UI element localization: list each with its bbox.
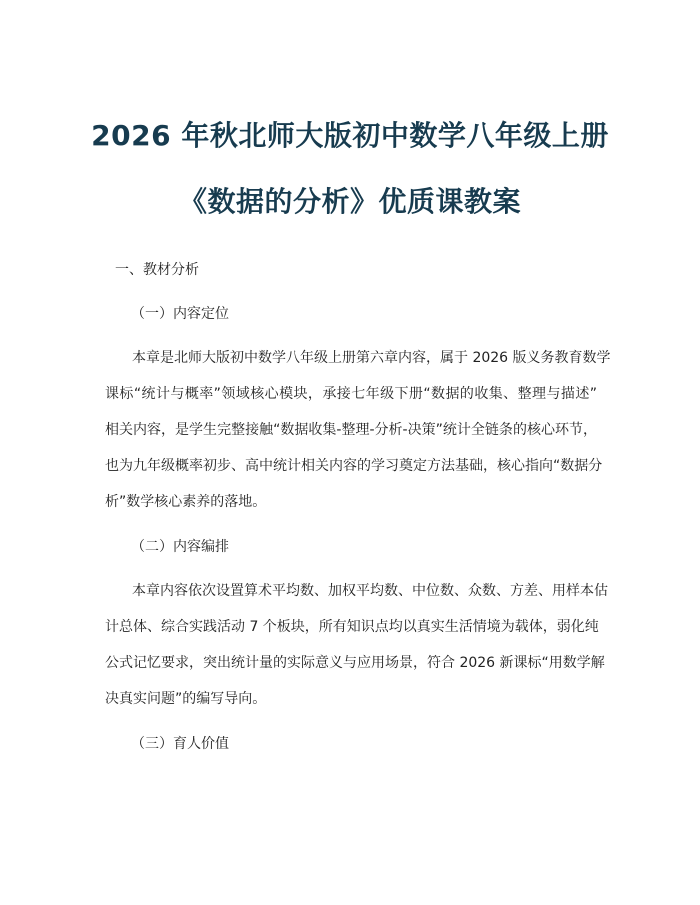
subsection-heading-content-positioning: （一）内容定位 [131, 306, 229, 322]
paragraph-line: 也为九年级概率初步、高中统计相关内容的学习奠定方法基础，核心指向“数据分 [105, 458, 603, 474]
document-title-line2: 《数据的分析》优质课教案 [178, 185, 521, 218]
paragraph-line: 析”数学核心素养的落地。 [105, 494, 267, 510]
paragraph-line: 相关内容，是学生完整接触“数据收集-整理-分析-决策”统计全链条的核心环节， [105, 422, 597, 438]
paragraph-line: 课标“统计与概率”领域核心模块，承接七年级下册“数据的收集、整理与描述” [105, 386, 597, 402]
paragraph-line: 计总体、综合实践活动 7 个板块，所有知识点均以真实生活情境为载体，弱化纯 [105, 619, 599, 635]
section-heading-textbook-analysis: 一、教材分析 [115, 262, 199, 278]
paragraph-content-positioning [105, 340, 611, 520]
subsection-heading-content-arrangement: （二）内容编排 [131, 539, 229, 555]
document-title-line1: 2026 年秋北师大版初中数学八年级上册 [91, 119, 609, 152]
paragraph-line: 本章内容依次设置算术平均数、加权平均数、中位数、众数、方差、用样本估 [132, 583, 608, 599]
paragraph-line: 公式记忆要求，突出统计量的实际意义与应用场景，符合 2026 新课标“用数学解 [105, 655, 605, 671]
subsection-heading-educational-value: （三）育人价值 [131, 736, 229, 752]
paragraph-content-arrangement [105, 573, 608, 717]
paragraph-line: 决真实问题”的编写导向。 [105, 691, 267, 707]
paragraph-line: 本章是北师大版初中数学八年级上册第六章内容，属于 2026 版义务教育数学 [132, 350, 611, 366]
